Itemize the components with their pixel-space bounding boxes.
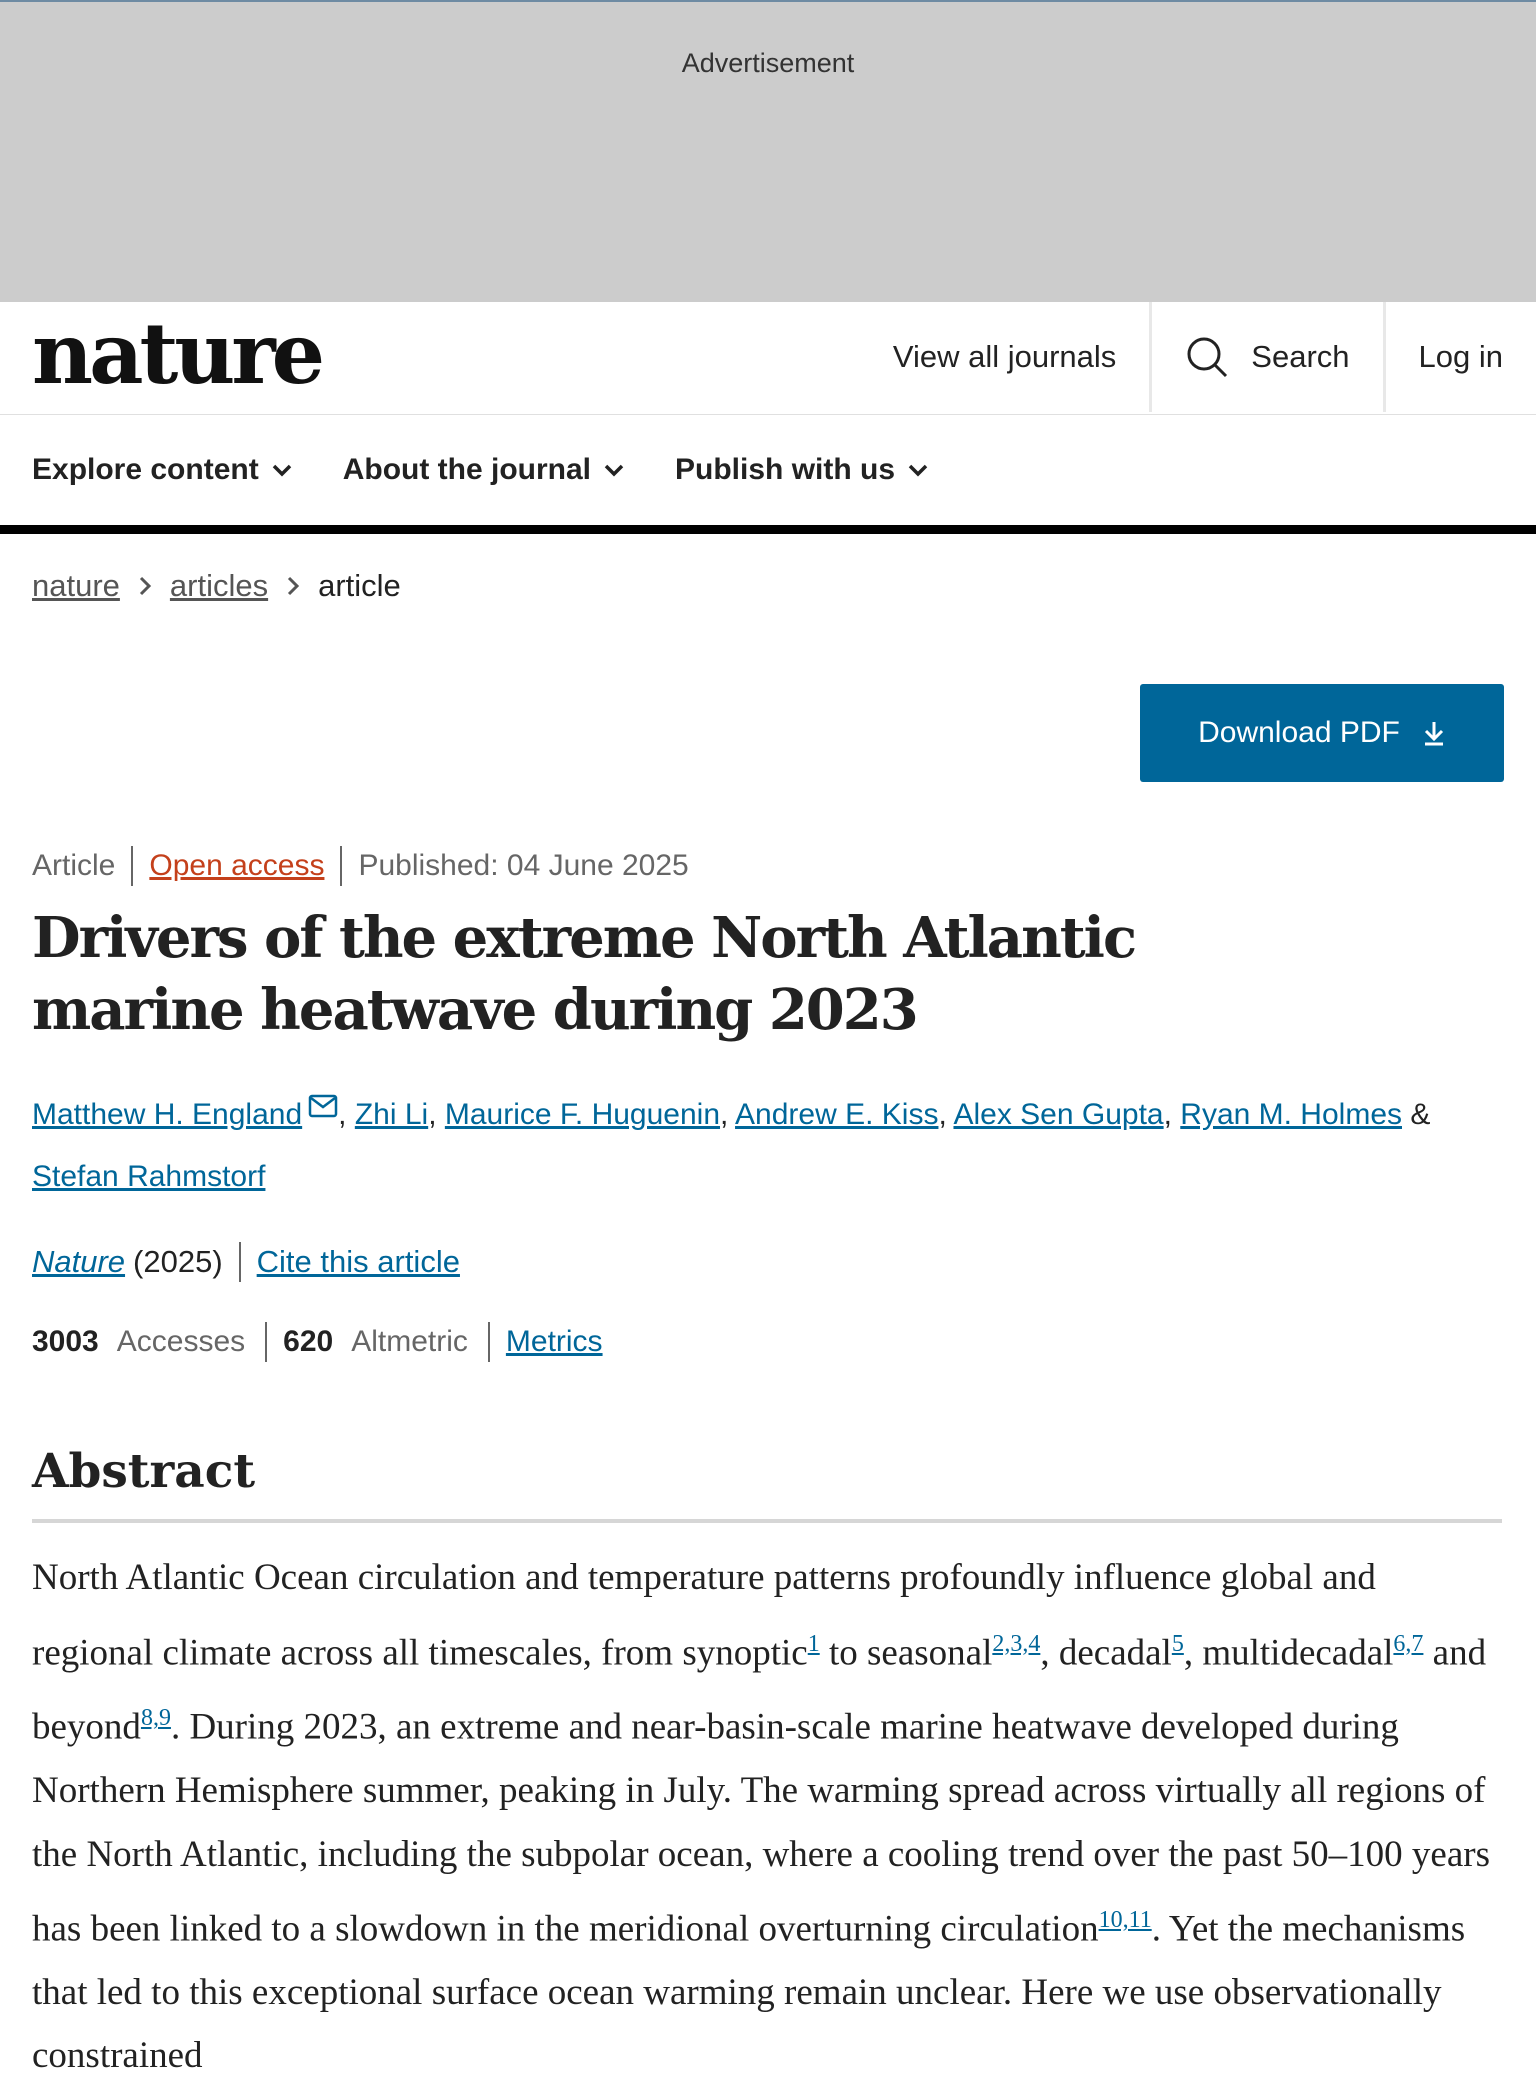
chevron-down-icon [603, 463, 625, 477]
cite-article-link[interactable]: Cite this article [256, 1244, 460, 1279]
journal-year: (2025) [133, 1244, 223, 1279]
breadcrumb-nature[interactable]: nature [32, 568, 120, 603]
reference-link[interactable]: 8,9 [140, 1705, 171, 1732]
metrics-link[interactable]: Metrics [505, 1325, 603, 1358]
advertisement-banner [0, 0, 1536, 302]
advertisement-label: Advertisement [681, 48, 855, 78]
reference-link[interactable]: 10,11 [1098, 1907, 1152, 1934]
download-pdf-label: Download PDF [1198, 716, 1400, 749]
author-link[interactable]: Matthew H. England [32, 1098, 303, 1131]
breadcrumb [32, 568, 401, 604]
reference-link[interactable]: 1 [807, 1630, 820, 1657]
abstract-segment: . During 2023, an extreme and near-basin-scale marine heatwave developed during Northern Hemisphere summer, peaking in July. The warming spread across virtually all regions of the North Atlantic, including the subpolar ocean, where a cooling trend over the past 50–100 years has been linked to a slowdown in the meridional overturning circulation [32, 1706, 1490, 1950]
search-icon [1185, 335, 1229, 379]
abstract-segment: North Atlantic Ocean circulation and temperature patterns profoundly influence global and regional climate across all timescales, from synoptic [32, 1557, 1376, 1673]
abstract-segment: to seasonal [819, 1631, 993, 1673]
login-link[interactable] [1383, 302, 1536, 412]
divider [131, 846, 133, 886]
author-link[interactable]: Alex Sen Gupta [953, 1098, 1164, 1131]
nav-about-journal-label: About the journal [342, 453, 592, 486]
author-list: Matthew H. England , Zhi Li, Maurice F. Huguenin, Andrew E. Kiss, Alex Sen Gupta, Ryan M. Holmes & Stefan Rahmstorf [32, 1084, 1502, 1208]
divider [340, 846, 342, 886]
abstract-segment: . Yet the mechanisms that led to this exceptional surface ocean warming remain unclear. Here we use observationally constrained [32, 1908, 1466, 2077]
article-type: Article [32, 849, 116, 882]
breadcrumb-current: article [318, 568, 401, 603]
breadcrumb-articles[interactable]: articles [169, 568, 269, 603]
accesses-label: Accesses [116, 1325, 246, 1358]
divider [265, 1322, 267, 1362]
article-meta [32, 846, 689, 886]
divider [488, 1322, 490, 1362]
author-link[interactable]: Stefan Rahmstorf [32, 1160, 266, 1193]
chevron-right-icon [138, 575, 152, 597]
altmetric-value: 620 [283, 1325, 334, 1358]
download-icon [1422, 719, 1446, 747]
search-button[interactable] [1149, 302, 1382, 412]
article-stats [32, 1322, 603, 1362]
author-link[interactable]: Andrew E. Kiss [735, 1098, 939, 1131]
chevron-down-icon [271, 463, 293, 477]
journal-info [32, 1242, 460, 1282]
journal-link[interactable]: Nature [32, 1244, 126, 1279]
nav-explore-content[interactable] [32, 453, 293, 487]
published-date: Published: 04 June 2025 [358, 849, 689, 882]
abstract-segment: and beyond [32, 1631, 1487, 1748]
main-nav [0, 415, 1536, 534]
abstract-heading: Abstract [32, 1444, 1502, 1523]
reference-link[interactable]: 6,7 [1393, 1630, 1424, 1657]
abstract-segment: , decadal [1040, 1631, 1172, 1673]
divider [239, 1242, 241, 1282]
view-all-journals-link[interactable] [860, 302, 1149, 412]
author-link[interactable]: Ryan M. Holmes [1180, 1098, 1402, 1131]
abstract-segment: , multidecadal [1183, 1631, 1394, 1673]
nature-logo[interactable]: nature [32, 304, 322, 403]
nav-explore-content-label: Explore content [32, 453, 259, 486]
search-label: Search [1251, 339, 1350, 374]
author-link[interactable]: Maurice F. Huguenin [444, 1098, 721, 1131]
site-header [0, 302, 1536, 415]
login-label: Log in [1418, 339, 1503, 374]
chevron-down-icon [907, 463, 929, 477]
download-pdf-button[interactable] [1140, 684, 1504, 782]
open-access-link[interactable]: Open access [149, 849, 325, 882]
header-actions [860, 302, 1536, 412]
nav-about-journal[interactable] [343, 453, 625, 487]
nav-publish-with-us[interactable] [675, 453, 929, 487]
chevron-right-icon [286, 575, 300, 597]
author-link[interactable]: Zhi Li [354, 1098, 429, 1131]
reference-link[interactable]: 2,3,4 [992, 1630, 1041, 1657]
view-all-journals-label: View all journals [892, 339, 1117, 374]
altmetric-label: Altmetric [351, 1325, 468, 1358]
accesses-value: 3003 [32, 1325, 99, 1358]
abstract-text [32, 1546, 1504, 2088]
nav-publish-with-us-label: Publish with us [675, 453, 896, 486]
article-title: Drivers of the extreme North Atlantic marine heatwave during 2023 [32, 905, 1136, 1043]
reference-link[interactable]: 5 [1171, 1630, 1184, 1657]
email-icon[interactable] [308, 1094, 338, 1118]
